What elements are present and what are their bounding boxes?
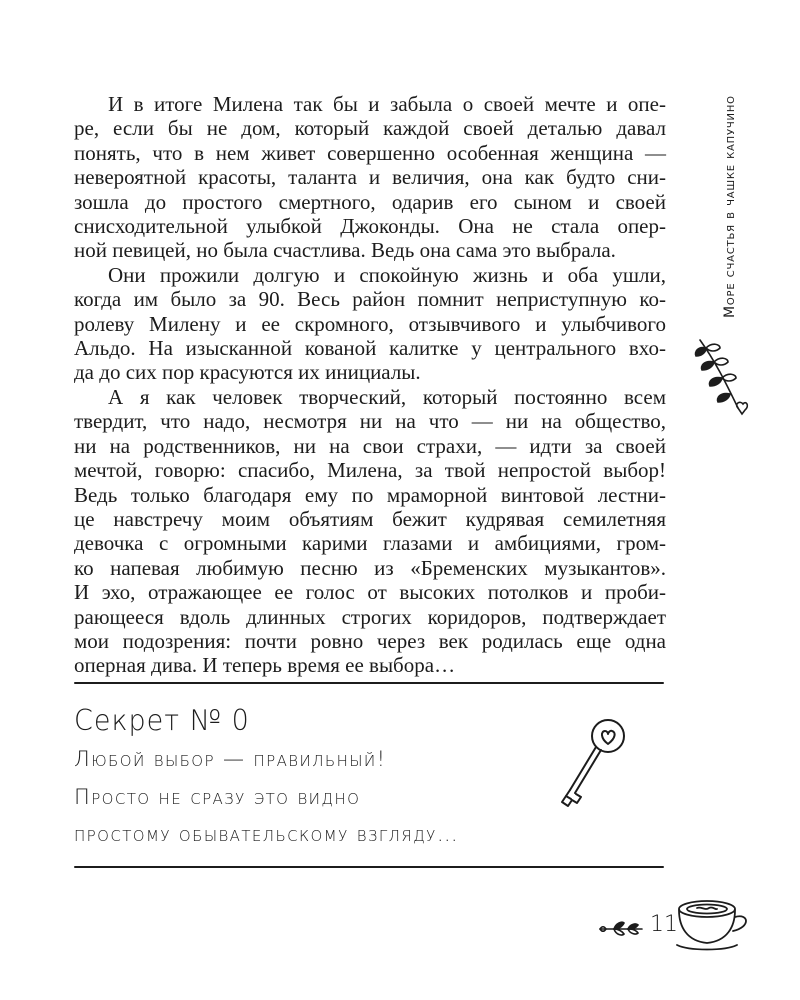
text-line: Они прожили долгую и спокойную жизнь и оба ушли, [108,262,666,287]
secret-line-1: Любой выбор — правильный! [74,747,387,771]
coffee-cup-icon [675,897,755,957]
text-line: И в итоге Милена так бы и забыла о своей мечте и опе- [108,92,666,116]
text-line: ролеву Милену и ее скромного, отзывчивого и улыбчивого [74,311,666,336]
text-line: зошла до простого смертного, одарив его сыном и своей [74,189,666,214]
text-line: И эхо, отражающее ее голос от высоких потолков и проби- [74,580,666,605]
text-line: ной певицей, но была счастлива. Ведь она сама это выбрала. [74,238,616,263]
text-line: ко напевая любимую песню из «Бременских музыкантов». [74,555,666,580]
text-line: твердит, что надо, несмотря ни на что — ни на общество, [74,409,666,434]
text-line: когда им было за 90. Весь район помнит неприступную ко- [74,287,666,312]
secret-line-2: Просто не сразу это видно [74,785,361,809]
text-line: А я как человек творческий, который постоянно всем [108,384,666,409]
text-line: Ведь только благодаря ему по мраморной винтовой лестни- [74,482,666,507]
text-line: це навстречу моим объятиям бежит кудрявая семилетняя [74,506,666,531]
secret-title: Секрет № 0 [74,705,250,738]
text-line: оперная дива. И теперь время ее выбора… [74,653,456,678]
text-line: снисходительной улыбкой Джоконды. Она не стала опер- [74,214,666,239]
text-line: рающееся вдоль длинных строгих коридоров, подтверждает [74,604,666,629]
text-line: понять, что в нем живет совершенно особенная женщина — [74,140,666,165]
text-line: мои подозрения: почти ровно через век родилась еще одна [74,628,666,653]
top-divider [74,682,664,684]
leaf-sprig-icon [598,917,648,937]
bottom-divider [74,866,664,868]
text-line: ни на родственников, ни на свои страхи, — идти за своей [74,433,666,458]
text-line: мечтой, говорю: спасибо, Милена, за твой непростой выбор! [74,458,666,483]
body-text [74,92,666,678]
text-line: девочка с огромными карими глазами и амбициями, гром- [74,531,666,556]
heart-key-icon [548,712,638,822]
text-line: невероятной красоты, таланта и величия, она как будто сни- [74,165,666,190]
text-line: ре, если бы не дом, который каждой своей деталью давал [74,116,666,141]
text-line: Альдо. На изысканной кованой калитке у центрального вхо- [74,336,666,361]
text-line: да до сих пор красуются их инициалы. [74,360,421,385]
running-header: Море счастья в чашке капучино [722,95,738,318]
leaf-branch-icon [690,336,750,416]
secret-line-3: простому обывательскому взгляду… [74,822,460,846]
page-number: 11 [650,912,678,937]
